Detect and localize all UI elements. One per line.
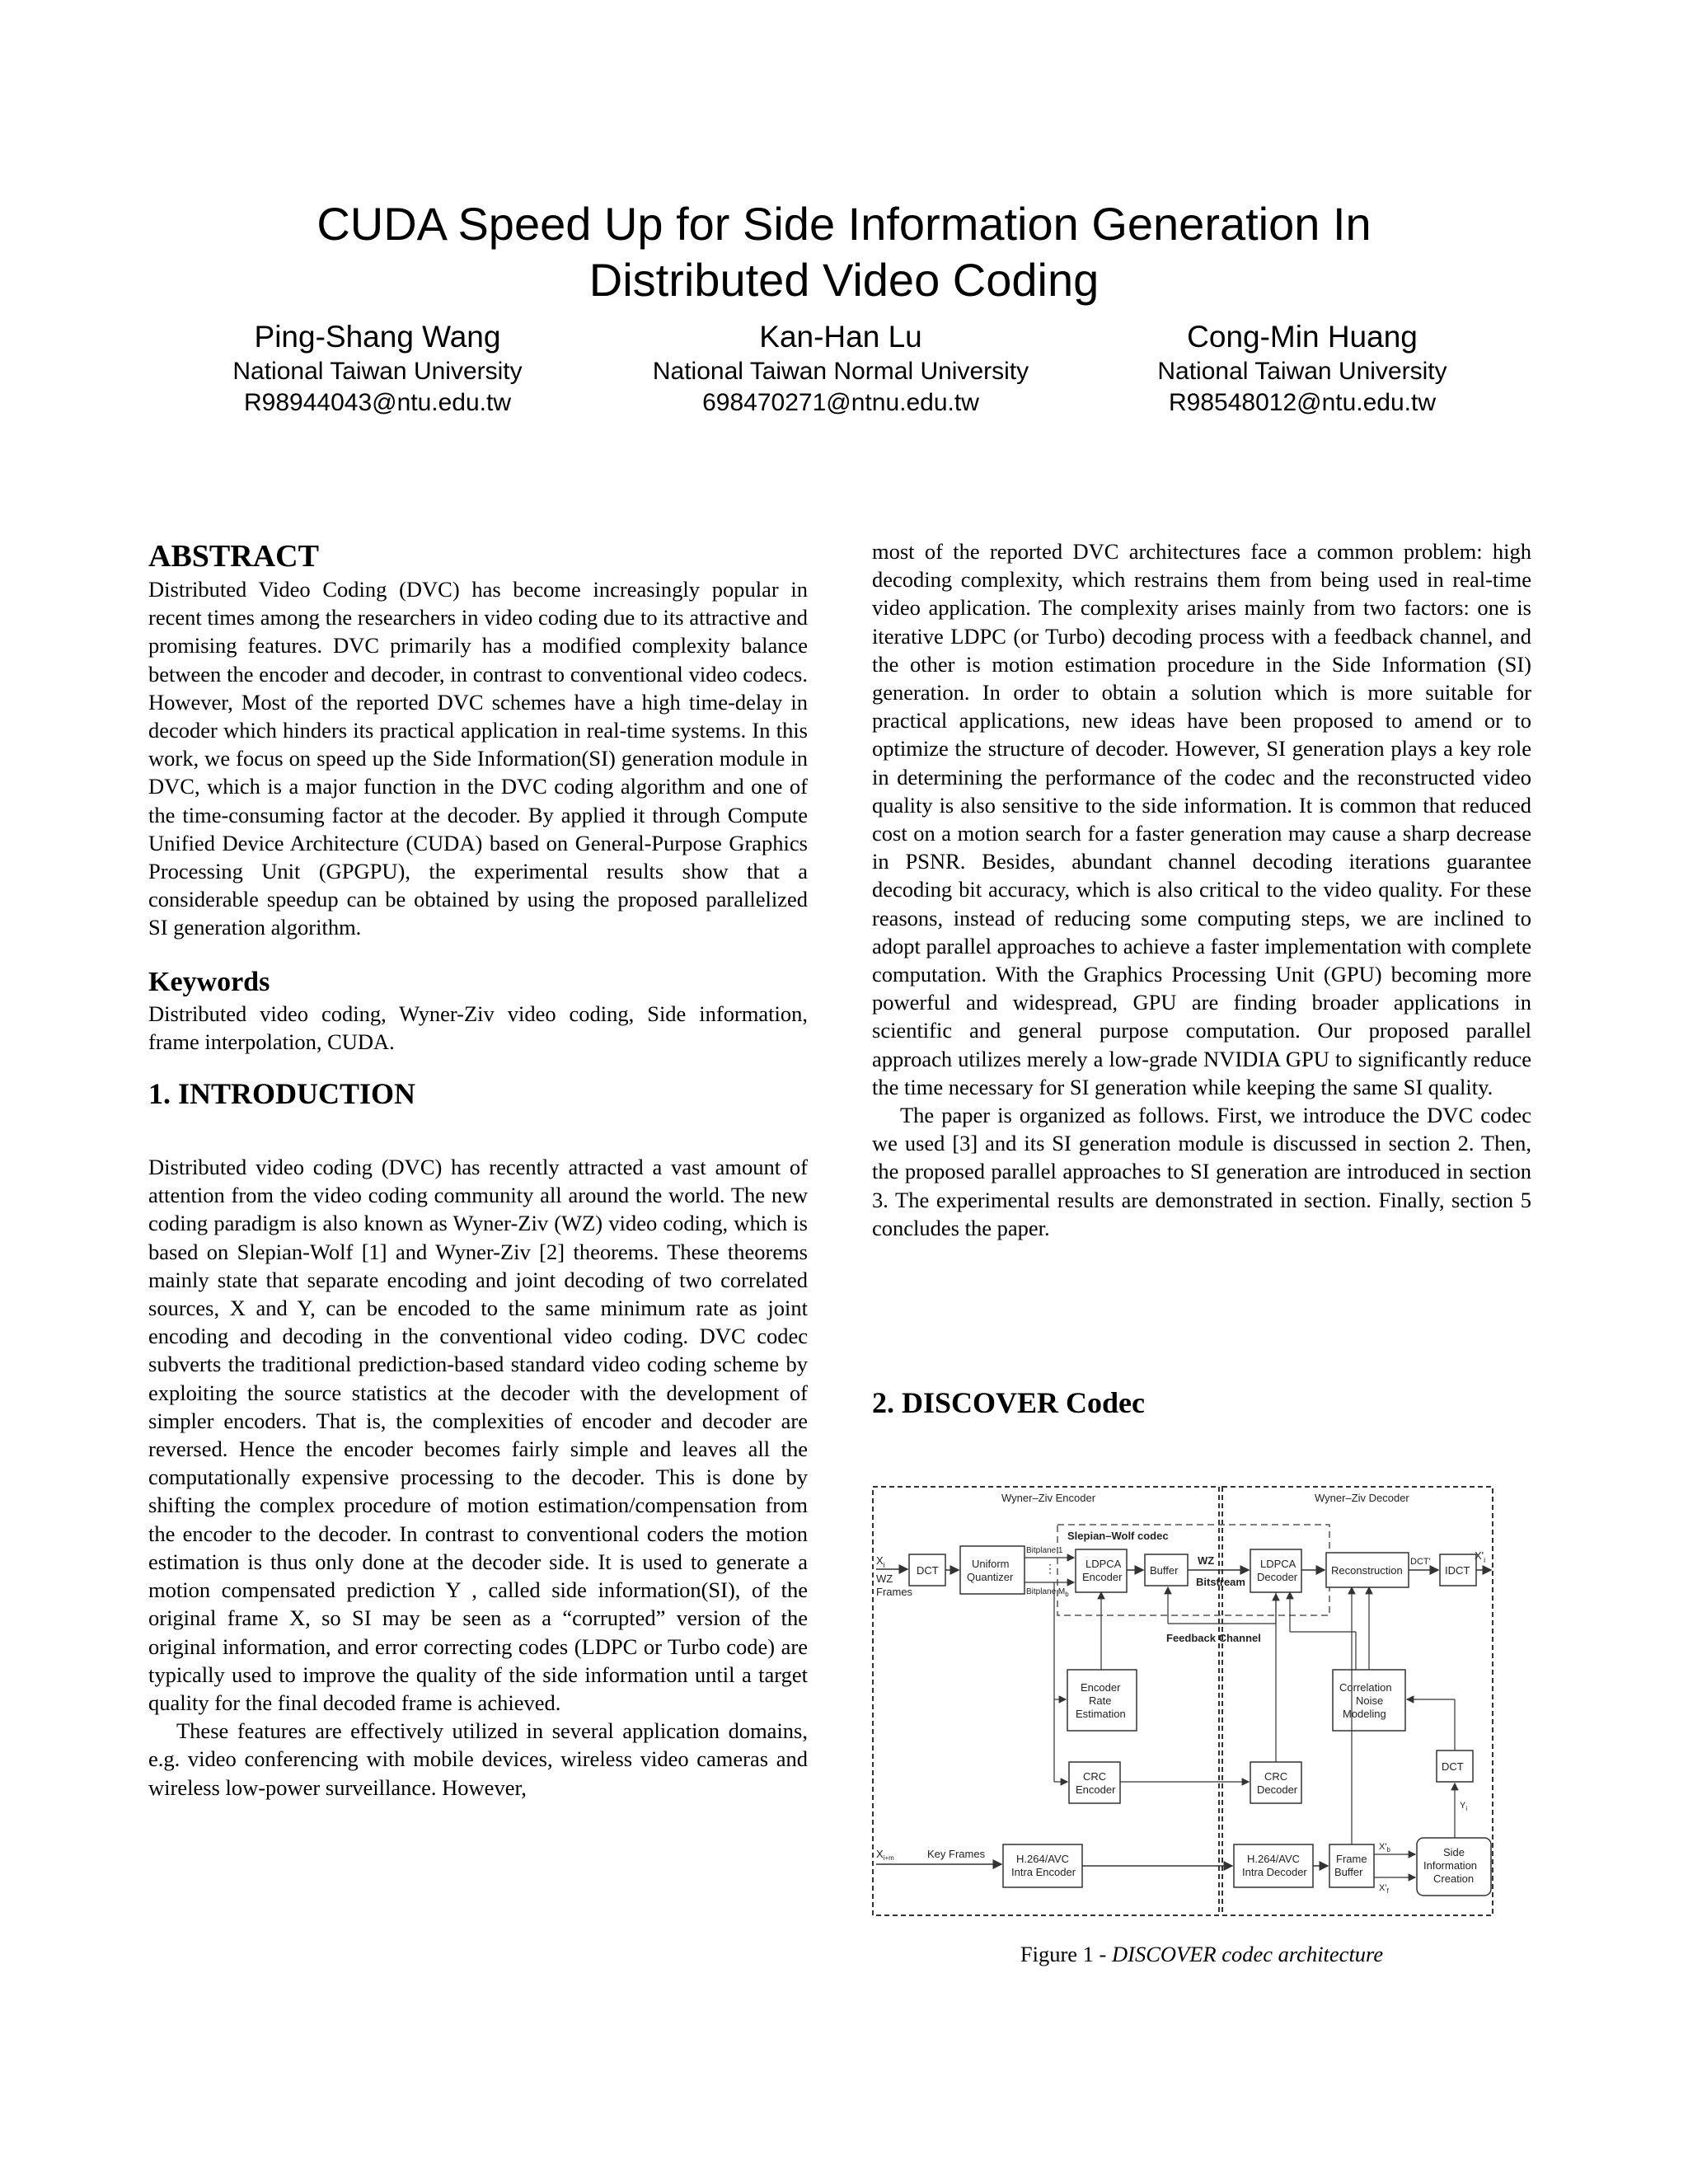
left-column xyxy=(148,537,808,1802)
ldpca-decoder-label: LDPCA Decoder xyxy=(1257,1558,1298,1583)
bitplane-dots: ⋮ xyxy=(1044,1562,1056,1575)
introduction-paragraph: Distributed video coding (DVC) has recently attracted a vast amount of attention from the video coding community all around the world. The new coding paradigm is also known as Wyner-Ziv (WZ) video coding, which is based on Slepian-Wolf [1] and Wyner-Ziv [2] theorems. These theorems mainly state that separate encoding and joint decoding of two correlated sources, X and Y, can be encoded to the same minimum rate as joint encoding and decoding in the conventional video coding. DVC codec subverts the traditional prediction-based standard video coding scheme by exploiting the source statistics at the decoder with the development of simpler encoders. That is, the complexities of encoder and decoder are reversed. Hence the encoder becomes fairly simple and leaves all the computationally expensive processing to the decoder. This is done by shifting the complex procedure of motion estimation/compensation from the encoder to the decoder. In contrast to conventional coders the motion estimation is thus only done at the decoder side. It is used to generate a motion compensated prediction Y , called side information(SI), of the original frame X, so SI may be seen as a “corrupted” version of the original information, and error correcting codes (LDPC or Turbo code) are typically used to improve the quality of the side information until a target quality for the final decoded frame is achieved. xyxy=(148,1155,808,1715)
side-info-creation-label: Side Information Creation xyxy=(1423,1846,1478,1885)
wz-label: WZ xyxy=(1198,1554,1215,1567)
h264-encoder-label: H.264/AVC Intra Encoder xyxy=(1011,1853,1076,1878)
correlation-noise-label: Correlation Noise Modeling xyxy=(1339,1681,1392,1720)
paper-title xyxy=(0,196,1688,308)
right-column xyxy=(872,537,1531,1242)
discover-codec-diagram xyxy=(870,1483,1496,1920)
introduction-paragraph: most of the reported DVC architectures face a common problem: high decoding complexity, which restrains them from being used in real-time video application. The complexity arises mainly from two factors: one is iterative LDPC (or Turbo) decoding process with a feedback channel, and the other is motion estimation procedure in the Side Information (SI) generation. In order to obtain a solution which is more suitable for practical applications, new ideas have been proposed to amend or to optimize the structure of decoder. However, SI generation plays a key role in determining the performance of the codec and the reconstructed video quality is also sensitive to the side information. It is common that reduced cost on a motion search for a faster generation may cause a sharp decrease in PSNR. Besides, abundant channel decoding iterations guarantee decoding bit accuracy, which is also critical to the video quality. For these reasons, instead of reducing some computing steps, we are inclined to adopt parallel approaches to achieve a faster implementation with complete computation. With the Graphics Processing Unit (GPU) becoming more powerful and widespread, GPU are finding broader applications in scientific and general purpose computation. Our proposed parallel approach utilizes merely a low-grade NVIDIA GPU to significantly reduce the time necessary for SI generation while keeping the same SI quality. xyxy=(872,539,1531,1099)
buffer-label: Buffer xyxy=(1150,1564,1179,1577)
wz-frames-label: WZ Frames xyxy=(876,1572,913,1598)
author-block xyxy=(1055,318,1550,419)
feedback-channel-label: Feedback Channel xyxy=(1166,1632,1261,1644)
author-affiliation: National Taiwan University xyxy=(232,358,523,385)
bitstream-label: Bitstream xyxy=(1196,1576,1245,1588)
figure-caption xyxy=(872,1942,1531,1967)
introduction-paragraph: The paper is organized as follows. First, we introduce the DVC codec we used [3] and its SI generation module is discussed in section 2. Then, the proposed parallel approaches to SI generation are introduced in section 3. The experimental results are demonstrated in section. Finally, section 5 concludes the paper. xyxy=(872,1103,1531,1240)
abstract-heading: ABSTRACT xyxy=(148,539,319,574)
introduction-heading: 1. INTRODUCTION xyxy=(148,1077,416,1111)
author-block xyxy=(593,318,1088,419)
author-email: R98548012@ntu.edu.tw xyxy=(1168,389,1437,416)
author-block xyxy=(130,318,625,419)
keywords-heading: Keywords xyxy=(148,966,270,997)
author-name: Ping-Shang Wang xyxy=(254,320,501,354)
paper-title-line2: Distributed Video Coding xyxy=(588,254,1100,306)
section2-heading: 2. DISCOVER Codec xyxy=(872,1386,1146,1419)
ldpca-encoder-label: LDPCA Encoder xyxy=(1082,1558,1123,1583)
figure-caption-title: DISCOVER codec architecture xyxy=(1111,1942,1384,1966)
author-name: Cong-Min Huang xyxy=(1187,320,1418,354)
slepian-wolf-label: Slepian–Wolf codec xyxy=(1067,1530,1169,1542)
encoder-label: Wyner–Ziv Encoder xyxy=(1001,1492,1096,1504)
xb-label: $X'_b$ xyxy=(1379,1842,1390,1854)
yi-label: $Y_i$ xyxy=(1460,1801,1468,1812)
encoder-rate-estimation-label: Encoder Rate Estimation xyxy=(1076,1681,1126,1720)
author-email: 698470271@ntnu.edu.tw xyxy=(702,389,979,416)
xf-label: $X'_f$ xyxy=(1379,1883,1389,1895)
frame-buffer-label: Frame Buffer xyxy=(1334,1853,1367,1878)
keywords-text: Distributed video coding, Wyner-Ziv video coding, Side information, frame interpolation, CUDA. xyxy=(148,1001,808,1054)
idct-label: IDCT xyxy=(1445,1564,1470,1577)
bitplanem-label: Bitplane $M_b$ xyxy=(1026,1587,1069,1598)
introduction-paragraph: These features are effectively utilized in several application domains, e.g. video conferencing with mobile devices, wireless video cameras and wireless low-power surveillance. However, xyxy=(148,1718,808,1800)
quantizer-block xyxy=(960,1546,1025,1594)
bitplane1-label: Bitplane 1 xyxy=(1026,1546,1063,1555)
dct-label: DCT xyxy=(917,1564,939,1577)
author-name: Kan-Han Lu xyxy=(759,320,922,354)
paper-title-line1: CUDA Speed Up for Side Information Generation In xyxy=(316,198,1372,250)
crc-decoder-block xyxy=(1250,1762,1301,1803)
crc-encoder-block xyxy=(1069,1762,1120,1803)
xi-label: $X_i$ xyxy=(876,1554,885,1569)
crc-encoder-label: CRC Encoder xyxy=(1076,1770,1116,1796)
figure-caption-prefix: Figure 1 - xyxy=(1020,1942,1112,1966)
dct-prime-label: DCT' xyxy=(1410,1557,1431,1567)
crc-decoder-label: CRC Decoder xyxy=(1257,1770,1298,1796)
author-affiliation: National Taiwan Normal University xyxy=(652,358,1029,385)
x-im-label: $X_{i+m}$ xyxy=(876,1848,894,1862)
author-affiliation: National Taiwan University xyxy=(1157,358,1447,385)
quantizer-label: Uniform Quantizer xyxy=(967,1558,1014,1583)
abstract-text: Distributed Video Coding (DVC) has become increasingly popular in recent times among the researchers in video coding due to its attractive and promising features. DVC primarily has a modified complexity balance between the encoder and decoder, in contrast to conventional video codecs. However, Most of the reported DVC schemes have a high time-delay in decoder which hinders its practical application in real-time systems. In this work, we focus on speed up the Side Information(SI) generation module in DVC, which is a major function in the DVC coding algorithm and one of the time-consuming factor at the decoder. By applied it through Compute Unified Device Architecture (CUDA) based on General-Purpose Graphics Processing Unit (GPGPU), the experimental results show that a considerable speedup can be obtained by using the proposed parallelized SI generation algorithm. xyxy=(148,577,808,940)
reconstruction-label: Reconstruction xyxy=(1331,1564,1403,1577)
h264-decoder-label: H.264/AVC Intra Decoder xyxy=(1242,1853,1307,1878)
author-email: R98944043@ntu.edu.tw xyxy=(243,389,512,416)
key-frames-label: Key Frames xyxy=(927,1848,986,1860)
dct-side-label: DCT xyxy=(1442,1760,1464,1773)
decoder-label: Wyner–Ziv Decoder xyxy=(1315,1492,1409,1504)
xi-prime-label: $X'_i$ xyxy=(1475,1549,1486,1564)
